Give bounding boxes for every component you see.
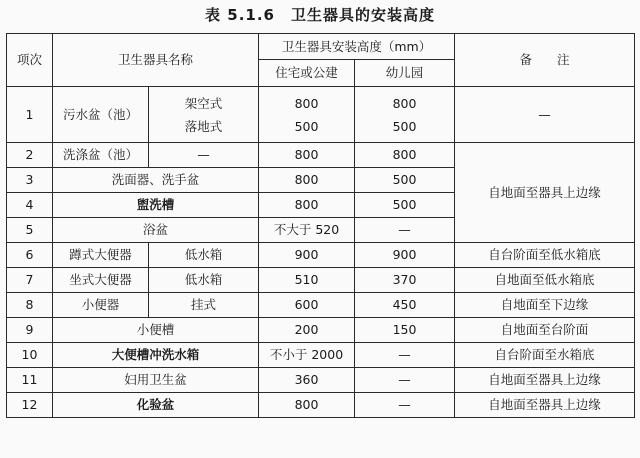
install-type: 低水箱 <box>149 243 259 268</box>
row-index: 6 <box>7 243 53 268</box>
table-row <box>7 343 635 368</box>
kindergarten-height: 500 <box>355 168 455 193</box>
row-index: 2 <box>7 143 53 168</box>
residential-height: 800 <box>259 193 355 218</box>
install-type-a: 架空式 <box>184 95 223 111</box>
residential-height: 900 <box>259 243 355 268</box>
fixture-name: 污水盆（池） <box>53 87 149 143</box>
header-height-group: 卫生器具安装高度（mm） <box>259 34 455 60</box>
residential-height: 800 <box>259 393 355 418</box>
kindergarten-height: 500 <box>355 193 455 218</box>
remark: 自地面至低水箱底 <box>455 268 635 293</box>
kindergarten-height <box>355 87 455 143</box>
fixture-name: 小便槽 <box>53 318 259 343</box>
remark: 自地面至器具上边缘 <box>455 368 635 393</box>
remark: 自地面至下边缘 <box>455 293 635 318</box>
residential-height: 不大于 520 <box>259 218 355 243</box>
table-row <box>7 293 635 318</box>
install-type: 低水箱 <box>149 268 259 293</box>
residential-height: 不小于 2000 <box>259 343 355 368</box>
row-index: 7 <box>7 268 53 293</box>
kindergarten-height: 450 <box>355 293 455 318</box>
header-index: 项次 <box>7 34 53 87</box>
remark: 自地面至台阶面 <box>455 318 635 343</box>
install-type: — <box>149 143 259 168</box>
installation-height-table <box>6 33 635 418</box>
remark: 自台阶面至低水箱底 <box>455 243 635 268</box>
row-index: 10 <box>7 343 53 368</box>
remark: 自地面至器具上边缘 <box>455 393 635 418</box>
residential-height-b: 500 <box>294 118 319 134</box>
header-remark: 备 注 <box>455 34 635 87</box>
header-name: 卫生器具名称 <box>53 34 259 87</box>
table-row <box>7 243 635 268</box>
header-residential: 住宅或公建 <box>259 60 355 87</box>
table-row <box>7 143 635 168</box>
row-index: 11 <box>7 368 53 393</box>
fixture-name: 洗涤盆（池） <box>53 143 149 168</box>
kindergarten-height: — <box>355 393 455 418</box>
kindergarten-height: 150 <box>355 318 455 343</box>
table-row <box>7 87 635 143</box>
row-index: 1 <box>7 87 53 143</box>
row-index: 5 <box>7 218 53 243</box>
residential-height <box>259 87 355 143</box>
kindergarten-height: — <box>355 343 455 368</box>
remark: 自台阶面至水箱底 <box>455 343 635 368</box>
kindergarten-height: 800 <box>355 143 455 168</box>
install-type: 挂式 <box>149 293 259 318</box>
row-index: 9 <box>7 318 53 343</box>
fixture-name: 妇用卫生盆 <box>53 368 259 393</box>
table-title: 表 5.1.6 卫生器具的安装高度 <box>205 6 435 24</box>
remark-shared: 自地面至器具上边缘 <box>455 143 635 243</box>
kindergarten-height-b: 500 <box>392 118 417 134</box>
table-row <box>7 268 635 293</box>
residential-height: 800 <box>259 168 355 193</box>
table-row <box>7 318 635 343</box>
row-index: 12 <box>7 393 53 418</box>
kindergarten-height: — <box>355 218 455 243</box>
residential-height-a: 800 <box>294 95 319 111</box>
fixture-name: 大便槽冲洗水箱 <box>53 343 259 368</box>
residential-height: 800 <box>259 143 355 168</box>
fixture-name: 化验盆 <box>53 393 259 418</box>
kindergarten-height-a: 800 <box>392 95 417 111</box>
kindergarten-height: 900 <box>355 243 455 268</box>
residential-height: 600 <box>259 293 355 318</box>
residential-height: 510 <box>259 268 355 293</box>
residential-height: 360 <box>259 368 355 393</box>
fixture-name: 蹲式大便器 <box>53 243 149 268</box>
fixture-name: 盥洗槽 <box>53 193 259 218</box>
install-type <box>149 87 259 143</box>
table-row <box>7 368 635 393</box>
fixture-name: 小便器 <box>53 293 149 318</box>
header-kindergarten: 幼儿园 <box>355 60 455 87</box>
kindergarten-height: — <box>355 368 455 393</box>
install-type-b: 落地式 <box>184 118 223 134</box>
row-index: 3 <box>7 168 53 193</box>
row-index: 4 <box>7 193 53 218</box>
fixture-name: 坐式大便器 <box>53 268 149 293</box>
table-row <box>7 393 635 418</box>
fixture-name: 洗面器、洗手盆 <box>53 168 259 193</box>
fixture-name: 浴盆 <box>53 218 259 243</box>
remark: — <box>455 87 635 143</box>
residential-height: 200 <box>259 318 355 343</box>
row-index: 8 <box>7 293 53 318</box>
kindergarten-height: 370 <box>355 268 455 293</box>
